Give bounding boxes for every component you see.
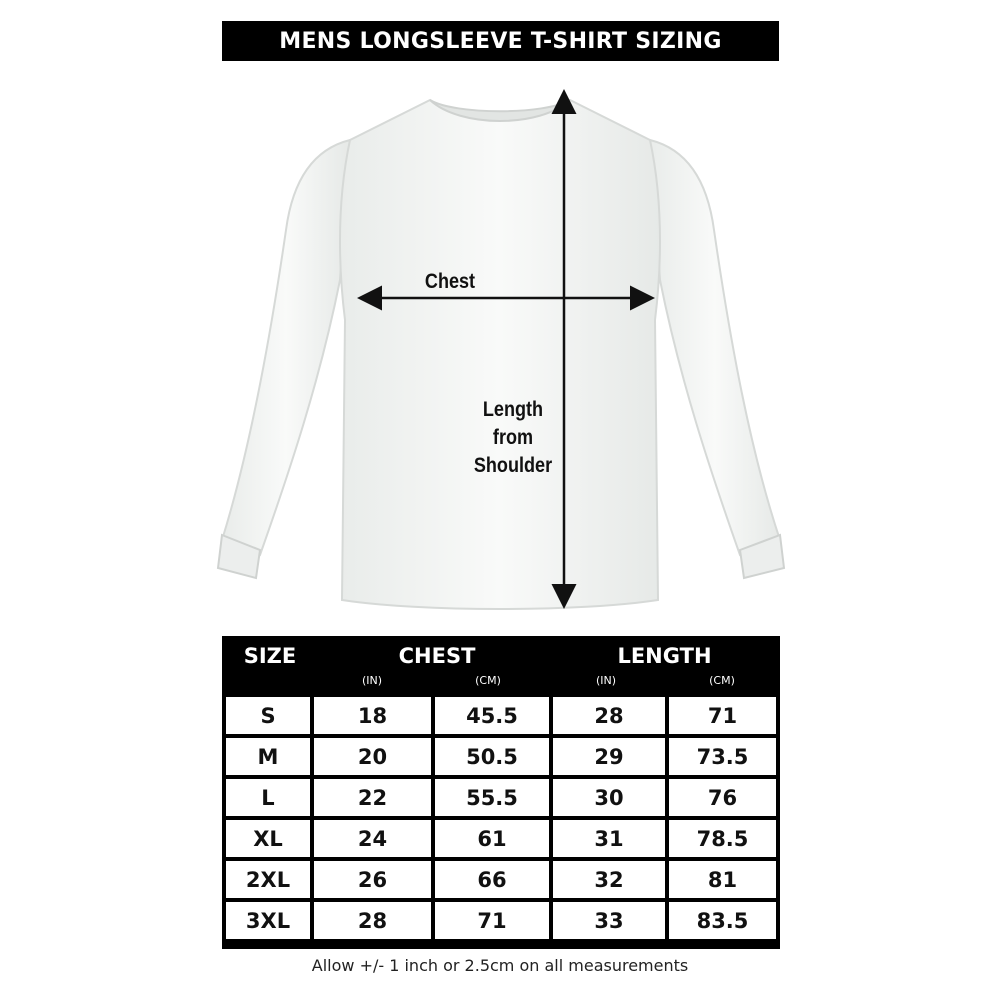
table-header: [222, 636, 780, 693]
size-cell: 3XL: [226, 902, 310, 939]
unit-label: (CM): [475, 674, 501, 687]
length-in-cell: 31: [553, 820, 665, 857]
right-sleeve: [650, 140, 780, 555]
measurement-note: Allow +/- 1 inch or 2.5cm on all measurements: [311, 956, 689, 975]
chest-label: Chest: [424, 270, 476, 293]
tshirt-diagram: [200, 80, 800, 620]
size-cell: XL: [226, 820, 310, 857]
size-cell: L: [226, 779, 310, 816]
length-in-cell: 30: [553, 779, 665, 816]
size-cell: 2XL: [226, 861, 310, 898]
unit-label: (IN): [595, 674, 617, 687]
length-in-cell: 28: [553, 697, 665, 734]
length-in-cell: 32: [553, 861, 665, 898]
length-in-cell: 29: [553, 738, 665, 775]
left-sleeve: [222, 140, 350, 555]
page-title: MENS LONGSLEEVE T-SHIRT SIZING: [222, 21, 779, 61]
chest-in-cell: 18: [314, 697, 431, 734]
chest-cm-cell: 71: [435, 902, 549, 939]
size-cell: S: [226, 697, 310, 734]
table-row: [226, 779, 776, 816]
size-header: SIZE: [243, 644, 297, 668]
length-in-cell: 33: [553, 902, 665, 939]
chest-in-cell: 26: [314, 861, 431, 898]
chest-cm-cell: 55.5: [435, 779, 549, 816]
length-header: LENGTH: [617, 644, 712, 668]
length-cm-cell: 83.5: [669, 902, 776, 939]
chest-cm-cell: 50.5: [435, 738, 549, 775]
table-body: [226, 693, 776, 942]
size-table: [222, 636, 780, 949]
length-label: Length from Shoulder: [473, 398, 553, 477]
table-row: [226, 738, 776, 775]
length-cm-cell: 81: [669, 861, 776, 898]
chest-cm-cell: 66: [435, 861, 549, 898]
chest-in-cell: 28: [314, 902, 431, 939]
length-cm-cell: 76: [669, 779, 776, 816]
table-row: [226, 820, 776, 857]
chest-cm-cell: 61: [435, 820, 549, 857]
chest-in-cell: 24: [314, 820, 431, 857]
chest-in-cell: 20: [314, 738, 431, 775]
table-row: [226, 902, 776, 939]
length-cm-cell: 71: [669, 697, 776, 734]
table-row: [226, 697, 776, 734]
longsleeve-shirt-illustration: [200, 80, 800, 620]
chest-cm-cell: 45.5: [435, 697, 549, 734]
chest-in-cell: 22: [314, 779, 431, 816]
unit-label: (CM): [709, 674, 735, 687]
length-cm-cell: 73.5: [669, 738, 776, 775]
size-cell: M: [226, 738, 310, 775]
unit-label: (IN): [361, 674, 383, 687]
shirt-body: [340, 100, 660, 609]
length-cm-cell: 78.5: [669, 820, 776, 857]
table-row: [226, 861, 776, 898]
chest-header: CHEST: [398, 644, 476, 668]
